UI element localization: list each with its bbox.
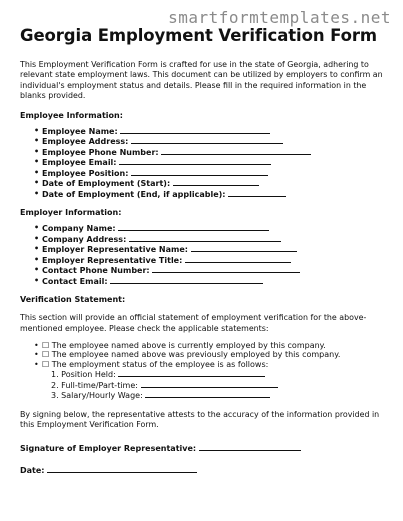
employer-field-list [20,223,386,286]
contact-email-field[interactable]: • Contact Email: [34,276,386,287]
employment-end-field[interactable]: • Date of Employment (End, if applicable): [34,189,386,200]
previously-employed-checkbox[interactable]: • ☐ The employee named above was previously employed by this company. [34,350,386,360]
employee-email-field[interactable]: • Employee Email: [34,157,386,168]
company-address-field[interactable]: • Company Address: [34,234,386,245]
employee-phone-field[interactable]: • Employee Phone Number: [34,147,386,158]
verification-options [20,341,386,370]
verification-section-heading: Verification Statement: [20,295,126,305]
position-held-field[interactable]: 1. Position Held: [51,369,386,380]
verification-text: This section will provide an official statement of employment verification for the above-mentioned employee. Please check the applicable statements: [20,313,367,333]
date-field[interactable]: Date: [20,465,386,475]
company-name-field[interactable]: • Company Name: [34,223,386,234]
employee-field-list [20,126,386,200]
employee-position-field[interactable]: • Employee Position: [34,168,386,179]
attestation-text: By signing below, the representative attests to the accuracy of the information provided in this Employment Verification Form. [20,409,380,430]
status-follows-checkbox[interactable]: • ☐ The employment status of the employee is as follows: [34,360,386,370]
employer-section-heading: Employer Information: [20,208,122,218]
status-detail-list [20,369,386,401]
rep-title-field[interactable]: • Employer Representative Title: [34,255,386,266]
site-watermark: smartformtemplates.net [168,8,391,27]
fulltime-parttime-field[interactable]: 2. Full-time/Part-time: [51,380,386,391]
form-title: Georgia Employment Verification Form [20,26,377,45]
currently-employed-checkbox[interactable]: • ☐ The employee named above is currently employed by this company. [34,341,386,351]
employee-address-field[interactable]: • Employee Address: [34,136,386,147]
salary-wage-field[interactable]: 3. Salary/Hourly Wage: [51,390,386,401]
form-page [20,26,386,475]
intro-paragraph: This Employment Verification Form is crafted for use in the state of Georgia, adhering to relevant state employment laws. This document can be utilized by employers to confirm an individual's employment status and details. Please fill in the required information in the blanks provided. [20,60,383,101]
employee-name-field[interactable]: • Employee Name: [34,126,386,137]
contact-phone-field[interactable]: • Contact Phone Number: [34,265,386,276]
employment-start-field[interactable]: • Date of Employment (Start): [34,178,386,189]
signature-field[interactable]: Signature of Employer Representative: [20,443,386,453]
employee-section-heading: Employee Information: [20,110,123,120]
rep-name-field[interactable]: • Employer Representative Name: [34,244,386,255]
